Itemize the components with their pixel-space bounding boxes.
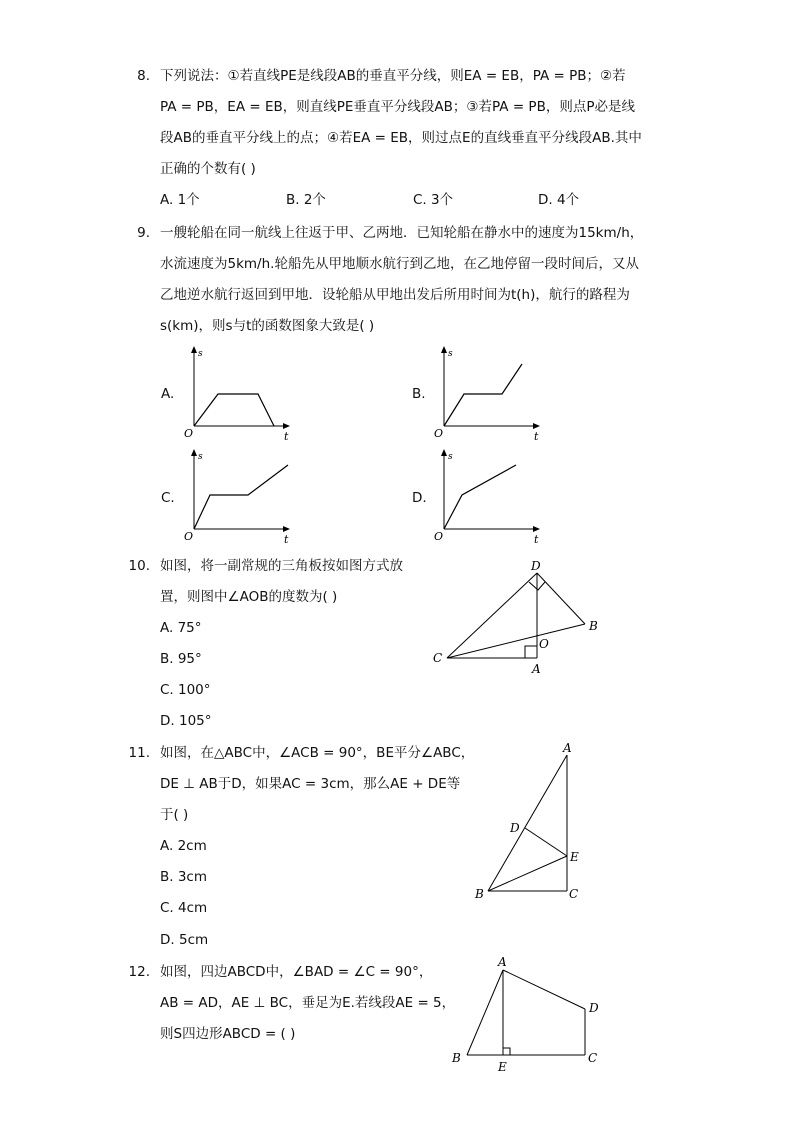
question-text-line: 段AB的垂直平分线上的点；④若EA = EB，则过点E的直线垂直平分线段AB.其中 xyxy=(160,130,642,146)
question-text-line: 水流速度为5km/h.轮船先从甲地顺水航行到乙地，在乙地停留一段时间后，又从 xyxy=(160,256,639,272)
segment-be xyxy=(488,856,567,891)
question-number: 12. xyxy=(128,964,150,980)
question-text-line: 正确的个数有( ) xyxy=(160,161,256,177)
label-d: D xyxy=(589,1001,599,1015)
y-axis-label: s xyxy=(448,349,453,359)
question-text-line: 下列说法：①若直线PE是线段AB的垂直平分线，则EA = EB，PA = PB；②若 xyxy=(160,68,626,84)
x-axis-label: t xyxy=(284,533,289,546)
graph-option-c xyxy=(180,443,300,548)
graph-option-d xyxy=(430,443,550,548)
label-e: E xyxy=(570,850,579,864)
label-d: D xyxy=(510,821,520,835)
label-b: B xyxy=(452,1051,461,1065)
question-text-line: 置，则图中∠AOB的度数为( ) xyxy=(160,589,338,605)
y-axis-label: s xyxy=(198,349,203,359)
label-d: D xyxy=(531,559,541,573)
segment-ab xyxy=(467,970,503,1055)
label-b: B xyxy=(475,887,484,901)
segment-de xyxy=(525,828,567,856)
segment-db xyxy=(537,573,585,624)
question-text-line: 如图，在△ABC中，∠ACB = 90°，BE平分∠ABC， xyxy=(160,745,475,761)
graph-line xyxy=(444,364,522,426)
x-axis-arrow xyxy=(283,423,290,429)
y-axis-arrow xyxy=(191,346,197,353)
x-axis-arrow xyxy=(283,526,290,532)
question-text-line: s(km)，则s与t的函数图象大致是( ) xyxy=(160,318,375,334)
label-a: A xyxy=(532,662,541,676)
question-number: 9. xyxy=(137,225,150,241)
graph-option-b xyxy=(430,340,550,445)
label-a: A xyxy=(498,955,507,969)
right-angle-mark-e xyxy=(503,1048,510,1055)
option-a[interactable]: A. xyxy=(161,386,175,402)
question-number: 10. xyxy=(128,558,150,574)
triangle-abc-figure xyxy=(470,740,590,905)
question-text-line: 乙地逆水航行返回到甲地．设轮船从甲地出发后所用时间为t(h)，航行的路程为 xyxy=(160,287,630,303)
right-angle-mark-a xyxy=(525,646,537,658)
option-b[interactable]: B. xyxy=(412,386,426,402)
x-axis-arrow xyxy=(533,526,540,532)
y-axis-arrow xyxy=(441,346,447,353)
question-text-line: PA = PB，EA = EB，则直线PE垂直平分线段AB；③若PA = PB，则点P必是线 xyxy=(160,99,635,115)
origin-label: O xyxy=(434,427,444,440)
segment-ad xyxy=(503,970,585,1009)
y-axis-arrow xyxy=(191,449,197,456)
label-e: E xyxy=(498,1060,507,1074)
x-axis-label: t xyxy=(534,533,539,546)
label-c: C xyxy=(588,1051,598,1065)
question-text-line: 一艘轮船在同一航线上往返于甲、乙两地．已知轮船在静水中的速度为15km/h， xyxy=(160,225,644,241)
label-a: A xyxy=(563,741,572,755)
option-d[interactable]: D. 4个 xyxy=(538,192,580,208)
quadrilateral-abcd-figure xyxy=(445,950,615,1075)
option-d[interactable]: D. 5cm xyxy=(160,932,209,948)
question-text-line: 则S四边形ABCD = ( ) xyxy=(160,1026,296,1042)
segment-ab xyxy=(488,755,567,891)
option-d[interactable]: D. xyxy=(412,490,427,506)
option-b[interactable]: B. 3cm xyxy=(160,869,208,885)
option-c[interactable]: C. 4cm xyxy=(160,900,208,916)
origin-label: O xyxy=(184,530,194,543)
graph-line xyxy=(194,465,288,529)
segment-cb xyxy=(447,624,585,658)
x-axis-label: t xyxy=(284,430,289,443)
segment-cd xyxy=(447,573,537,658)
label-o: O xyxy=(539,637,549,651)
triangle-set-figure xyxy=(425,555,605,680)
option-a[interactable]: A. 75° xyxy=(160,620,202,636)
question-number: 8. xyxy=(137,68,150,84)
question-number: 11. xyxy=(128,745,150,761)
option-a[interactable]: A. 1个 xyxy=(160,192,200,208)
option-c[interactable]: C. xyxy=(161,490,175,506)
question-text-line: 如图，将一副常规的三角板按如图方式放 xyxy=(160,558,403,574)
option-a[interactable]: A. 2cm xyxy=(160,838,207,854)
option-b[interactable]: B. 2个 xyxy=(286,192,326,208)
label-c: C xyxy=(433,651,443,665)
origin-label: O xyxy=(184,427,194,440)
label-c: C xyxy=(569,887,579,901)
question-text-line: 于( ) xyxy=(160,807,189,823)
question-text-line: AB = AD，AE ⊥ BC，垂足为E.若线段AE = 5， xyxy=(160,995,456,1011)
option-c[interactable]: C. 3个 xyxy=(413,192,454,208)
y-axis-label: s xyxy=(448,452,453,462)
option-c[interactable]: C. 100° xyxy=(160,682,211,698)
graph-line xyxy=(194,394,274,426)
origin-label: O xyxy=(434,530,444,543)
question-text-line: DE ⊥ AB于D，如果AC = 3cm，那么AE + DE等 xyxy=(160,776,461,792)
y-axis-arrow xyxy=(441,449,447,456)
label-b: B xyxy=(589,619,598,633)
question-text-line: 如图，四边ABCD中，∠BAD = ∠C = 90°， xyxy=(160,964,433,980)
graph-line xyxy=(444,465,516,529)
option-d[interactable]: D. 105° xyxy=(160,713,212,729)
option-b[interactable]: B. 95° xyxy=(160,651,202,667)
x-axis-label: t xyxy=(534,430,539,443)
graph-option-a xyxy=(180,340,300,445)
y-axis-label: s xyxy=(198,452,203,462)
x-axis-arrow xyxy=(533,423,540,429)
